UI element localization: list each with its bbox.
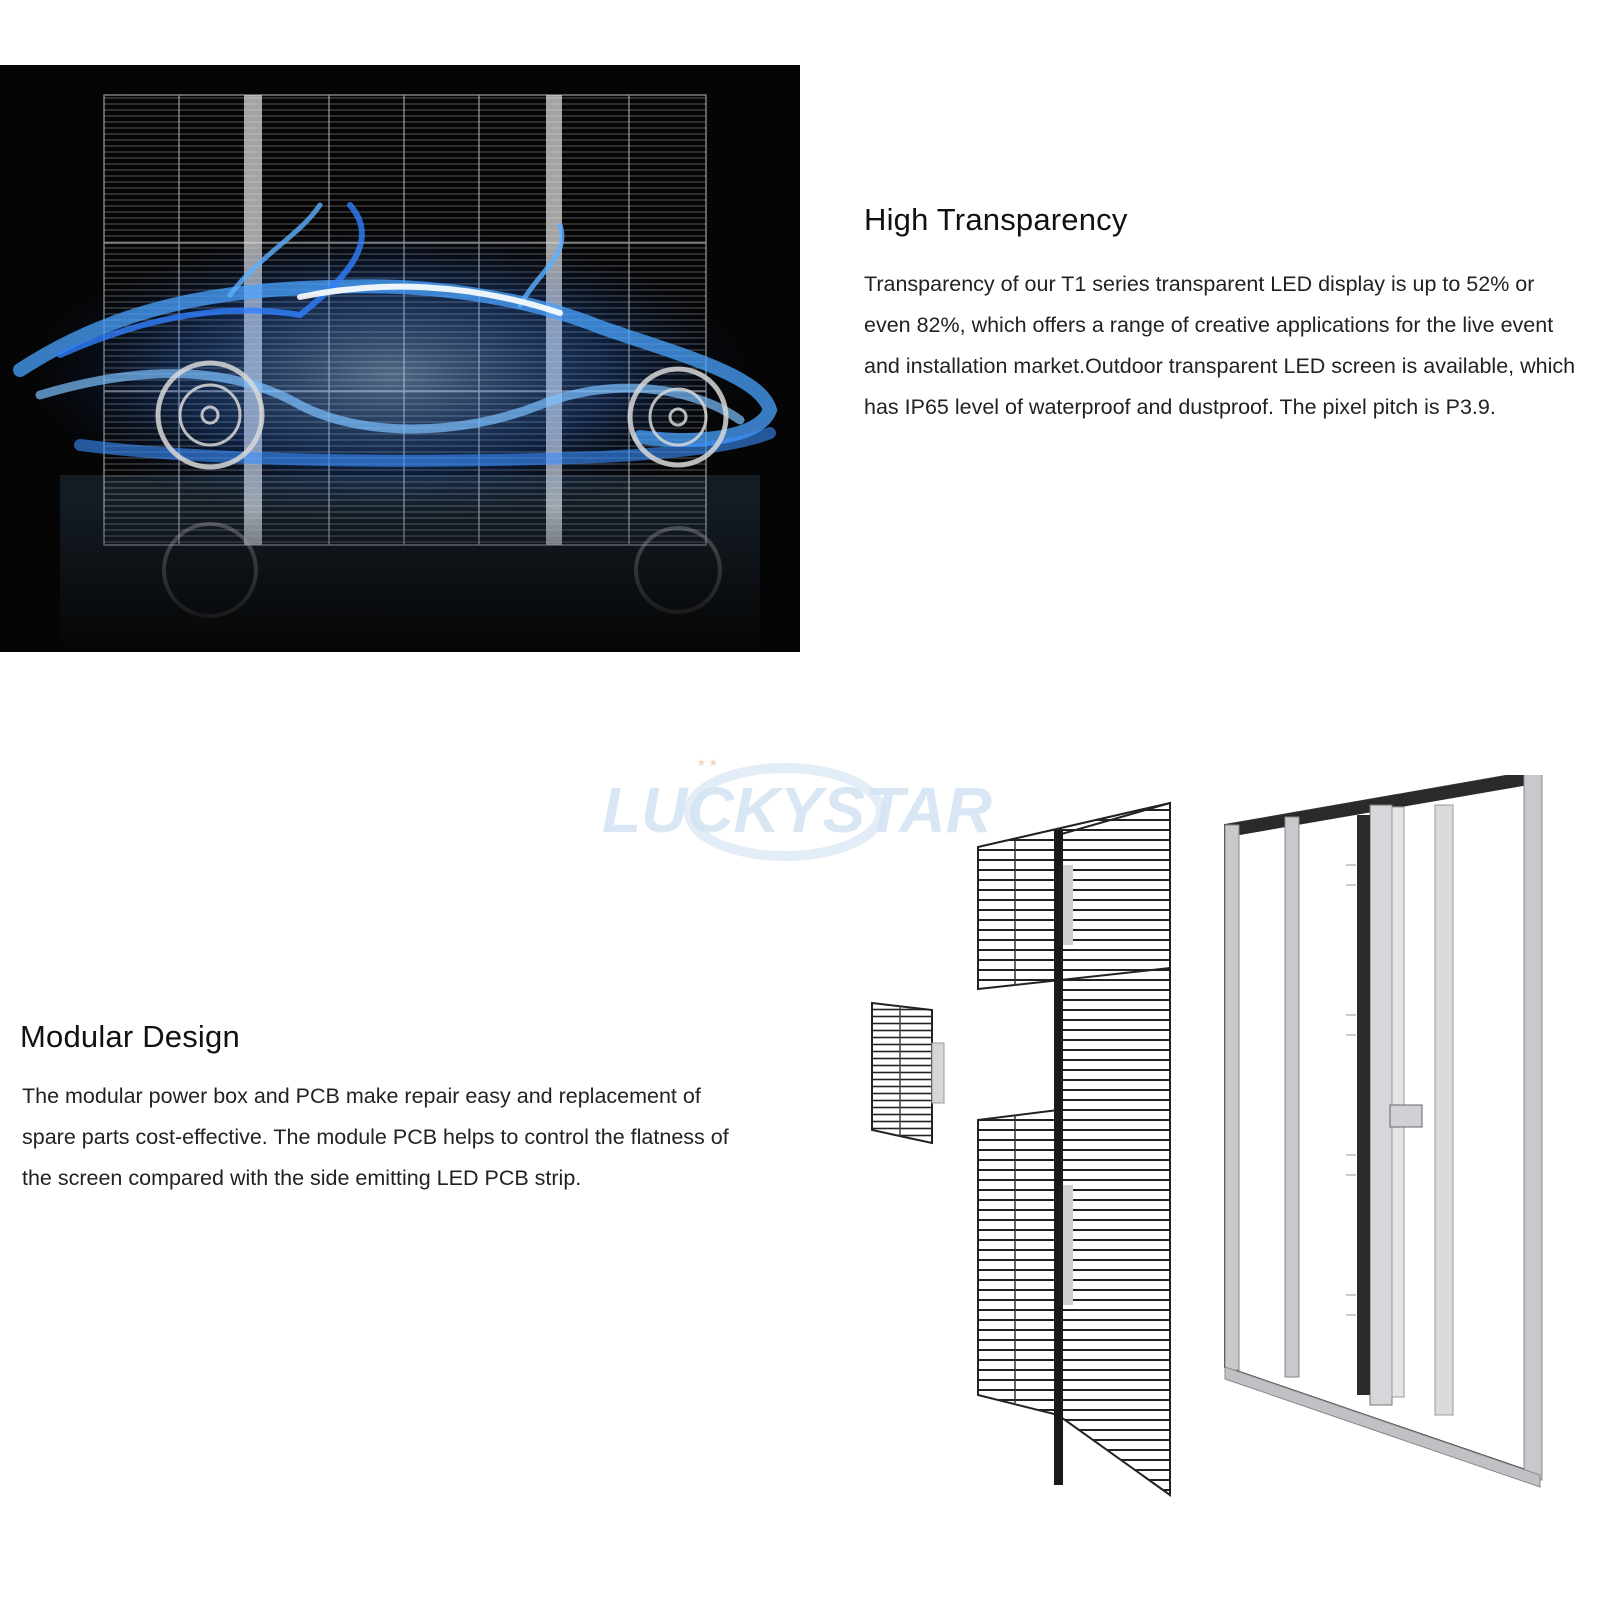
section-heading-high-transparency: High Transparency — [864, 202, 1128, 237]
aluminum-frame — [1225, 775, 1542, 1487]
exploded-view-graphic — [860, 775, 1580, 1510]
module-assembly — [978, 803, 1170, 1495]
section-heading-modular-design: Modular Design — [20, 1019, 240, 1054]
exploded-module-diagram — [860, 775, 1580, 1510]
transparent-led-wall-photo — [0, 65, 800, 652]
svg-text:★ ★: ★ ★ — [697, 758, 718, 769]
single-module — [872, 1003, 944, 1143]
section-body-high-transparency: Transparency of our T1 series transparent LED display is up to 52% or even 82%, which offers a range of creative applications for the live event and installation market.Outdoor transparent LED screen is available, which has IP65 level of waterproof and dustproof. The pixel pitch is P3.9. — [864, 272, 1576, 419]
section-body-modular-design: The modular power box and PCB make repair easy and replacement of spare parts cost-effective. The module PCB helps to control the flatness of the screen compared with the side emitting LED PCB strip. — [22, 1084, 729, 1190]
led-wall-illustration — [0, 65, 800, 652]
watermark-brand-text: LUCKYSTAR — [602, 774, 992, 846]
